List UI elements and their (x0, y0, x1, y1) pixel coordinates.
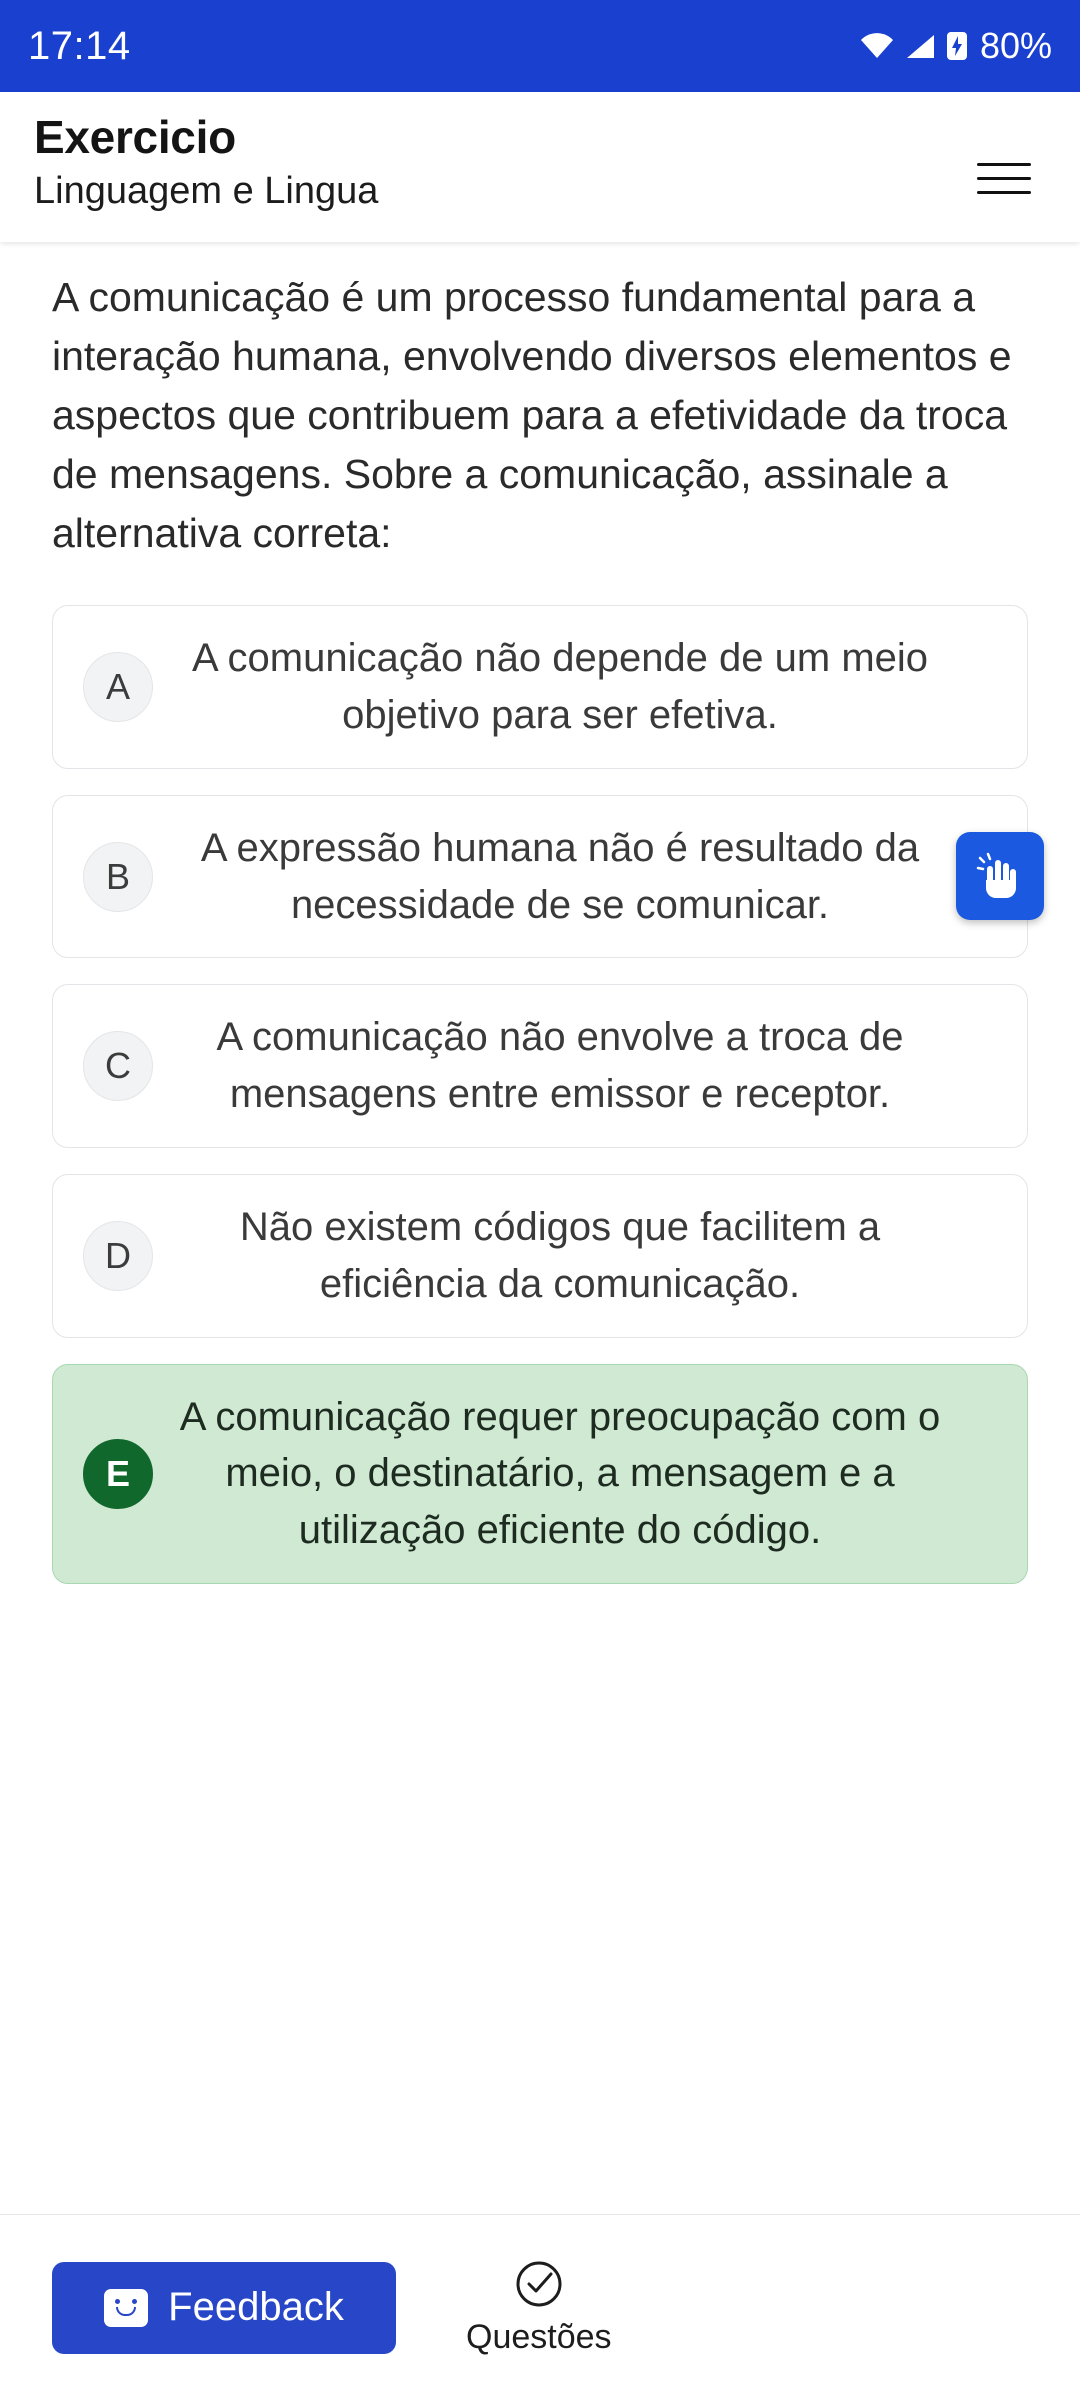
option-b[interactable] (52, 795, 1028, 959)
option-text: Não existem códigos que facilitem a eficiência da comunicação. (239, 1204, 881, 1306)
signal-icon (904, 33, 936, 59)
menu-line (977, 177, 1031, 180)
feedback-label: Feedback (168, 2285, 344, 2329)
questions-label: Questões (466, 2318, 612, 2356)
page-title: Exercicio (34, 111, 236, 163)
option-text: A expressão humana não é resultado da necessidade de se comunicar. (200, 825, 920, 927)
battery-charging-icon (946, 31, 968, 61)
option-letter: D (83, 1221, 153, 1291)
option-letter: B (83, 842, 153, 912)
feedback-button[interactable] (52, 2262, 396, 2354)
page-subtitle: Linguagem e Lingua (34, 170, 379, 212)
wifi-icon (860, 33, 894, 59)
option-e[interactable] (52, 1364, 1028, 1584)
status-time: 17:14 (28, 23, 131, 68)
status-bar (0, 0, 1080, 92)
option-letter: A (83, 652, 153, 722)
option-text: A comunicação não depende de um meio objetivo para ser efetiva. (191, 636, 929, 737)
menu-line (977, 191, 1031, 194)
hand-glyph (974, 850, 1026, 902)
option-text: A comunicação não envolve a troca de mensagens entre emissor e receptor. (216, 1015, 904, 1117)
smiley-eye-left (115, 2299, 120, 2304)
questions-nav-item[interactable] (466, 2258, 612, 2357)
hamburger-menu-icon[interactable] (962, 136, 1046, 220)
option-d[interactable] (52, 1174, 1028, 1338)
question-statement: A comunicação é um processo fundamental para a interação humana, envolvendo diversos elementos e aspectos que contribuem para a efetividade da troca de mensagens. Sobre a comunicação, assinale a alternativa correta: (52, 274, 1012, 557)
smiley-mouth (116, 2307, 136, 2316)
smiley-face (111, 2297, 141, 2319)
header-titles (34, 110, 378, 213)
option-text: A comunicação requer preocupação com o meio, o destinatário, a mensagem e a utilização eficiente do código. (179, 1394, 941, 1553)
check-circle-icon (513, 2258, 565, 2310)
menu-line (977, 163, 1031, 166)
option-letter: E (83, 1439, 153, 1509)
option-a[interactable] (52, 605, 1028, 769)
bottom-bar (0, 2214, 1080, 2400)
status-icons (860, 25, 1052, 67)
question-content (0, 242, 1080, 2214)
option-c[interactable] (52, 984, 1028, 1148)
battery-percentage: 80% (979, 25, 1052, 66)
smiley-eye-right (132, 2299, 137, 2304)
option-letter: C (83, 1031, 153, 1101)
app-header (0, 92, 1080, 242)
smiley-feedback-icon (104, 2289, 148, 2327)
sign-language-hand-icon[interactable] (956, 832, 1044, 920)
